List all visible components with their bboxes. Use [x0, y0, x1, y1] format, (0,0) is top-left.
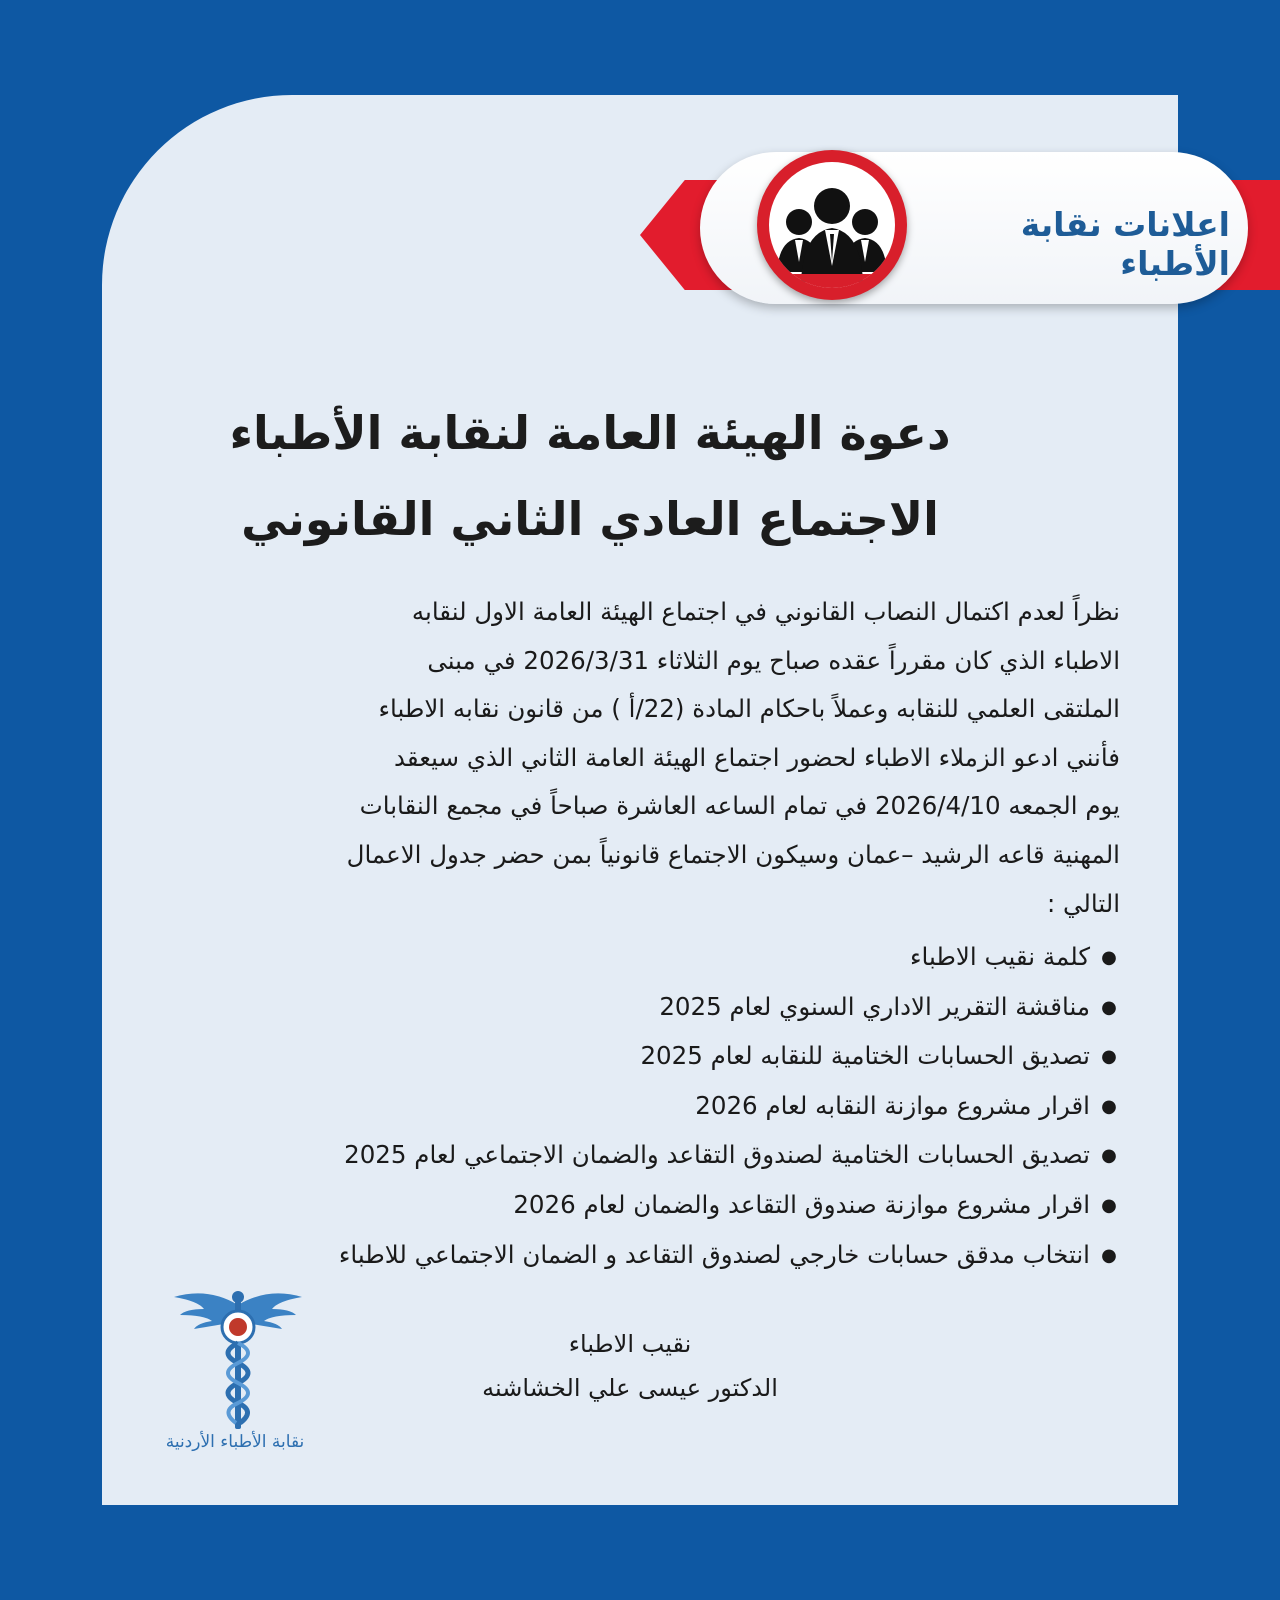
signature-name: الدكتور عيسى علي الخشاشنه: [482, 1374, 778, 1402]
agenda-item-label: تصديق الحسابات الختامية للنقابه لعام 2025: [640, 1041, 1090, 1071]
title-line-2: الاجتماع العادي الثاني القانوني: [241, 492, 939, 546]
agenda-item: [160, 933, 1120, 983]
bullet-icon: ●: [1101, 1244, 1117, 1266]
agenda-item-label: اقرار مشروع موازنة النقابه لعام 2026: [695, 1090, 1090, 1120]
people-group-icon: [757, 150, 907, 300]
body-line: فأنني ادعو الزملاء الاطباء لحضور اجتماع الهيئة العامة الثاني الذي سيعقد: [394, 742, 1120, 772]
body-line: يوم الجمعه 2026/4/10 في تمام الساعه العاشرة صباحاً في مجمع النقابات: [359, 791, 1120, 821]
agenda-item-label: اقرار مشروع موازنة صندوق التقاعد والضمان لعام 2026: [513, 1189, 1090, 1219]
agenda-item-label: تصديق الحسابات الختامية لصندوق التقاعد والضمان الاجتماعي لعام 2025: [344, 1140, 1090, 1170]
bullet-icon: ●: [1101, 947, 1117, 968]
bullet-icon: ●: [1101, 996, 1117, 1018]
page-title: [200, 390, 980, 562]
body-line: التالي :: [1046, 888, 1120, 918]
header-title: اعلانات نقابة الأطباء: [1020, 205, 1230, 283]
agenda-item: [160, 1032, 1120, 1082]
agenda-item: [160, 1131, 1120, 1181]
title-line-1: دعوة الهيئة العامة لنقابة الأطباء: [229, 406, 951, 460]
signature-role: نقيب الاطباء: [568, 1330, 692, 1358]
agenda-item-label: مناقشة التقرير الاداري السنوي لعام 2025: [659, 991, 1090, 1021]
people-group-svg: [769, 162, 895, 288]
body-line: الاطباء الذي كان مقرراً عقده صباح يوم الثلاثاء 2026/3/31 في مبنى: [427, 645, 1120, 675]
body-line: المهنية قاعه الرشيد –عمان وسيكون الاجتماع قانونياً بمن حضر جدول الاعمال: [346, 839, 1120, 869]
agenda-item-label: انتخاب مدقق حسابات خارجي لصندوق التقاعد و الضمان الاجتماعي للاطباء: [338, 1239, 1090, 1269]
bullet-icon: ●: [1101, 1095, 1117, 1117]
bullet-icon: ●: [1101, 1046, 1117, 1068]
signature-block: [420, 1322, 840, 1410]
body-line: نظراً لعدم اكتمال النصاب القانوني في اجتماع الهيئة العامة الاول لنقابه: [411, 597, 1120, 626]
agenda-item: [160, 1082, 1120, 1132]
announcement-body: [160, 588, 1120, 928]
body-line: الملتقى العلمي للنقابه وعملاً باحكام المادة (22/أ ) من قانون نقابه الاطباء: [378, 694, 1120, 724]
agenda-item: [160, 1181, 1120, 1231]
agenda-item: [160, 983, 1120, 1033]
bullet-icon: ●: [1101, 1145, 1117, 1167]
agenda-list: [160, 933, 1120, 1280]
caduceus-logo-icon: [168, 1283, 308, 1443]
agenda-item-label: كلمة نقيب الاطباء: [910, 942, 1090, 971]
logo-caption: نقابة الأطباء الأردنية: [165, 1432, 305, 1452]
bullet-icon: ●: [1101, 1194, 1117, 1216]
agenda-item: [160, 1231, 1120, 1281]
